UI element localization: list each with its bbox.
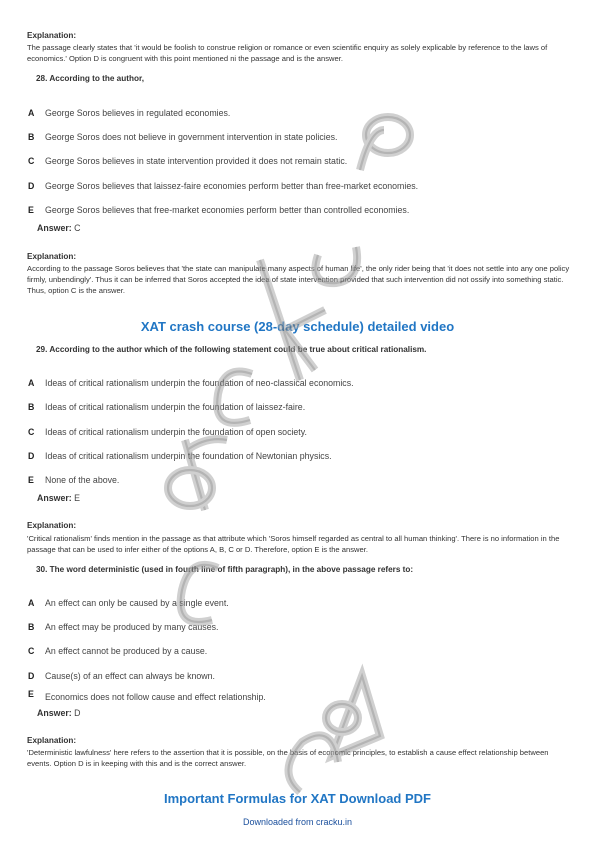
option-text: Ideas of critical rationalism underpin the foundation of Newtonian physics. (45, 451, 332, 461)
explanation-heading: Explanation: (27, 31, 77, 40)
option-letter: C (28, 646, 35, 656)
option-e[interactable] (28, 205, 409, 215)
option-c[interactable] (28, 156, 347, 166)
crash-course-link[interactable]: XAT crash course (28-day schedule) detailed video (140, 319, 455, 334)
option-letter: A (28, 378, 35, 388)
option-letter: D (28, 671, 35, 681)
option-text: George Soros believes in regulated economies. (45, 108, 231, 118)
option-letter: E (28, 475, 34, 485)
explanation-heading: Explanation: (27, 252, 77, 261)
option-letter: C (28, 156, 35, 166)
answer-28 (37, 223, 81, 233)
option-a[interactable] (28, 108, 230, 118)
option-letter: D (28, 451, 35, 461)
option-text: Cause(s) of an effect can always be known. (45, 671, 216, 681)
option-text: George Soros believes that laissez-faire economies perform better than free-market economies. (45, 181, 419, 191)
footer-source-link[interactable]: Downloaded from cracku.in (242, 817, 353, 827)
option-text: An effect may be produced by many causes. (45, 622, 219, 632)
explanation-text: The passage clearly states that 'it would be foolish to construe religion or romance or even scientific enquiry as solely explicable by reference to the laws of economics.' Option D is congruent with this point mentioned ni the passage and is the answer. (27, 43, 548, 63)
question-30: 30. The word deterministic (used in fourth line of fifth paragraph), in the above passage refers to: (36, 565, 414, 574)
option-text: George Soros does not believe in government intervention in state policies. (45, 132, 338, 142)
option-e[interactable] (28, 475, 119, 485)
option-d[interactable] (28, 181, 418, 191)
option-d[interactable] (28, 451, 332, 461)
option-text: Economics does not follow cause and effect relationship. (45, 692, 266, 702)
option-text: Ideas of critical rationalism underpin the foundation of open society. (45, 427, 307, 437)
answer-29 (37, 493, 80, 503)
answer-30 (37, 708, 81, 718)
option-letter: A (28, 108, 35, 118)
answer-value: E (74, 493, 81, 503)
option-e[interactable] (28, 689, 266, 702)
option-a[interactable] (28, 598, 229, 608)
option-text: An effect cannot be produced by a cause. (45, 646, 208, 656)
option-b[interactable] (28, 132, 337, 142)
option-text: An effect can only be caused by a single event. (45, 598, 229, 608)
explanation-heading: Explanation: (27, 521, 77, 530)
answer-value: D (74, 708, 81, 718)
option-c[interactable] (28, 646, 207, 656)
answer-label: Answer: (37, 223, 72, 233)
question-28: 28. According to the author, (36, 74, 144, 83)
explanation-text: 'Deterministic lawfulness' here refers to the assertion that it is possible, on the basis of economic principles, to establish a cause effect relationship between events. Option D is in keeping with this and is the correct answer. (27, 748, 549, 768)
option-text: Ideas of critical rationalism underpin the foundation of laissez-faire. (45, 402, 306, 412)
formulas-pdf-link[interactable]: Important Formulas for XAT Download PDF (164, 791, 431, 806)
option-a[interactable] (28, 378, 354, 388)
option-b[interactable] (28, 402, 305, 412)
answer-label: Answer: (37, 708, 72, 718)
option-b[interactable] (28, 622, 218, 632)
option-letter: A (28, 598, 35, 608)
option-text: George Soros believes in state intervention provided it does not remain static. (45, 156, 348, 166)
option-text: George Soros believes that free-market economies perform better than controlled economies. (45, 205, 410, 215)
option-text: None of the above. (45, 475, 120, 485)
option-letter: C (28, 427, 35, 437)
explanation-text: 'Critical rationalism' finds mention in the passage as that attribute which 'Soros himself regarded as central to all human thinking'. There is no information in the passage that can be used to infer either of the options A, B, C or D. Therefore, option E is the answer. (27, 534, 560, 554)
option-c[interactable] (28, 427, 307, 437)
option-letter: E (28, 205, 34, 215)
option-d[interactable] (28, 671, 215, 681)
explanation-text: According to the passage Soros believes that 'the state can manipulate many aspects of human life', the only rider being that 'it does not settle into any one policy firmly, unbendingly'. Thus it can be inferred that Soros accepted the idea of state intervention provided that such intervention did not ossify into something static. Thus, option C is the answer. (27, 264, 570, 295)
option-text: Ideas of critical rationalism underpin the foundation of neo-classical economics. (45, 378, 354, 388)
option-letter: B (28, 402, 35, 412)
answer-value: C (74, 223, 81, 233)
option-letter: B (28, 132, 35, 142)
option-letter: D (28, 181, 35, 191)
option-letter: E (28, 689, 34, 699)
answer-label: Answer: (37, 493, 72, 503)
option-letter: B (28, 622, 35, 632)
question-29: 29. According to the author which of the following statement could be true about critical rationalism. (36, 345, 427, 354)
explanation-heading: Explanation: (27, 736, 77, 745)
